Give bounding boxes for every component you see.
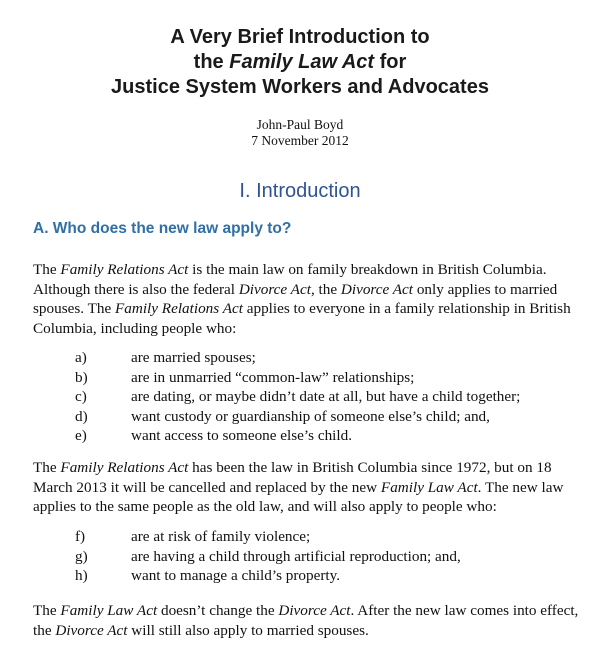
p1-seg: is the main law on family breakdown in British Columbia. Although there is also the federal bbox=[33, 261, 547, 298]
list-item bbox=[33, 368, 583, 388]
list-text: want to manage a child’s property. bbox=[131, 567, 341, 585]
title-line-2-post: for bbox=[374, 51, 407, 73]
list-marker: h) bbox=[75, 567, 88, 585]
paragraph-2 bbox=[33, 458, 583, 517]
p3-act: Divorce Act bbox=[278, 602, 351, 619]
p2-seg: The bbox=[33, 459, 61, 476]
p3-act: Divorce Act bbox=[55, 621, 128, 639]
list-marker: b) bbox=[75, 368, 88, 386]
list-text: are in unmarried “common-law” relationships; bbox=[131, 368, 415, 386]
paragraph-3 bbox=[33, 601, 583, 640]
list-marker: g) bbox=[75, 547, 88, 565]
p3-act: Family Law Act bbox=[60, 602, 158, 619]
p2-seg: . The new law applies to the same people as the old law, and will also apply to people who: bbox=[33, 478, 564, 516]
p1-seg: applies to everyone in a family relationship in British Columbia, including people who: bbox=[33, 300, 571, 337]
title-line-3: Justice System Workers and Advocates bbox=[111, 76, 489, 98]
list-item bbox=[33, 547, 583, 567]
p2-act: Family Relations Act bbox=[60, 459, 189, 476]
list-marker: a) bbox=[75, 349, 87, 366]
title-line-2-act: Family Law Act bbox=[229, 51, 375, 73]
list-text: want custody or guardianship of someone else’s child; and, bbox=[131, 407, 490, 425]
list-item bbox=[33, 387, 583, 407]
section-heading: I. Introduction bbox=[239, 180, 361, 202]
list-1 bbox=[33, 348, 583, 446]
p1-seg: , the bbox=[310, 280, 341, 298]
title-line-1: A Very Brief Introduction to bbox=[170, 26, 430, 48]
list-item bbox=[33, 527, 583, 547]
list-marker: f) bbox=[75, 528, 86, 545]
publication-date: 7 November 2012 bbox=[251, 133, 349, 148]
p1-act: Family Relations Act bbox=[60, 261, 189, 278]
list-text: are married spouses; bbox=[131, 349, 256, 366]
p1-seg: The bbox=[33, 261, 61, 278]
p1-seg: only applies to married spouses. The bbox=[33, 280, 558, 318]
p3-seg: The bbox=[33, 602, 61, 619]
p3-seg: will still also apply to married spouses. bbox=[127, 621, 369, 639]
list-2 bbox=[33, 527, 583, 586]
title-line-2-pre: the bbox=[193, 51, 230, 73]
document-title bbox=[0, 25, 600, 100]
list-item bbox=[33, 407, 583, 427]
list-item bbox=[33, 348, 583, 368]
list-marker: d) bbox=[75, 407, 88, 425]
list-item bbox=[33, 566, 583, 586]
p3-seg: . After the new law comes into effect, the bbox=[33, 602, 579, 639]
list-text: are dating, or maybe didn’t date at all, but have a child together; bbox=[131, 388, 521, 406]
p1-act: Divorce Act bbox=[238, 280, 311, 298]
p3-seg: doesn’t change the bbox=[157, 602, 279, 619]
list-marker: e) bbox=[75, 427, 87, 445]
subsection-heading: A. Who does the new law apply to? bbox=[33, 220, 292, 237]
list-item bbox=[33, 426, 583, 446]
paragraph-1 bbox=[33, 260, 583, 338]
list-marker: c) bbox=[75, 388, 87, 406]
p2-act: Family Law Act bbox=[380, 478, 478, 496]
p1-act: Family Relations Act bbox=[114, 300, 243, 318]
list-text: want access to someone else’s child. bbox=[131, 427, 352, 445]
p1-act: Divorce Act bbox=[340, 280, 414, 298]
author-name: John-Paul Boyd bbox=[256, 117, 344, 132]
list-text: are having a child through artificial reproduction; and, bbox=[131, 547, 461, 565]
list-text: are at risk of family violence; bbox=[131, 528, 311, 545]
byline bbox=[0, 117, 600, 149]
p2-seg: has been the law in British Columbia since 1972, but on 18 March 2013 it will be cancelled and replaced by the new bbox=[33, 459, 552, 496]
title-line-2 bbox=[0, 50, 600, 75]
